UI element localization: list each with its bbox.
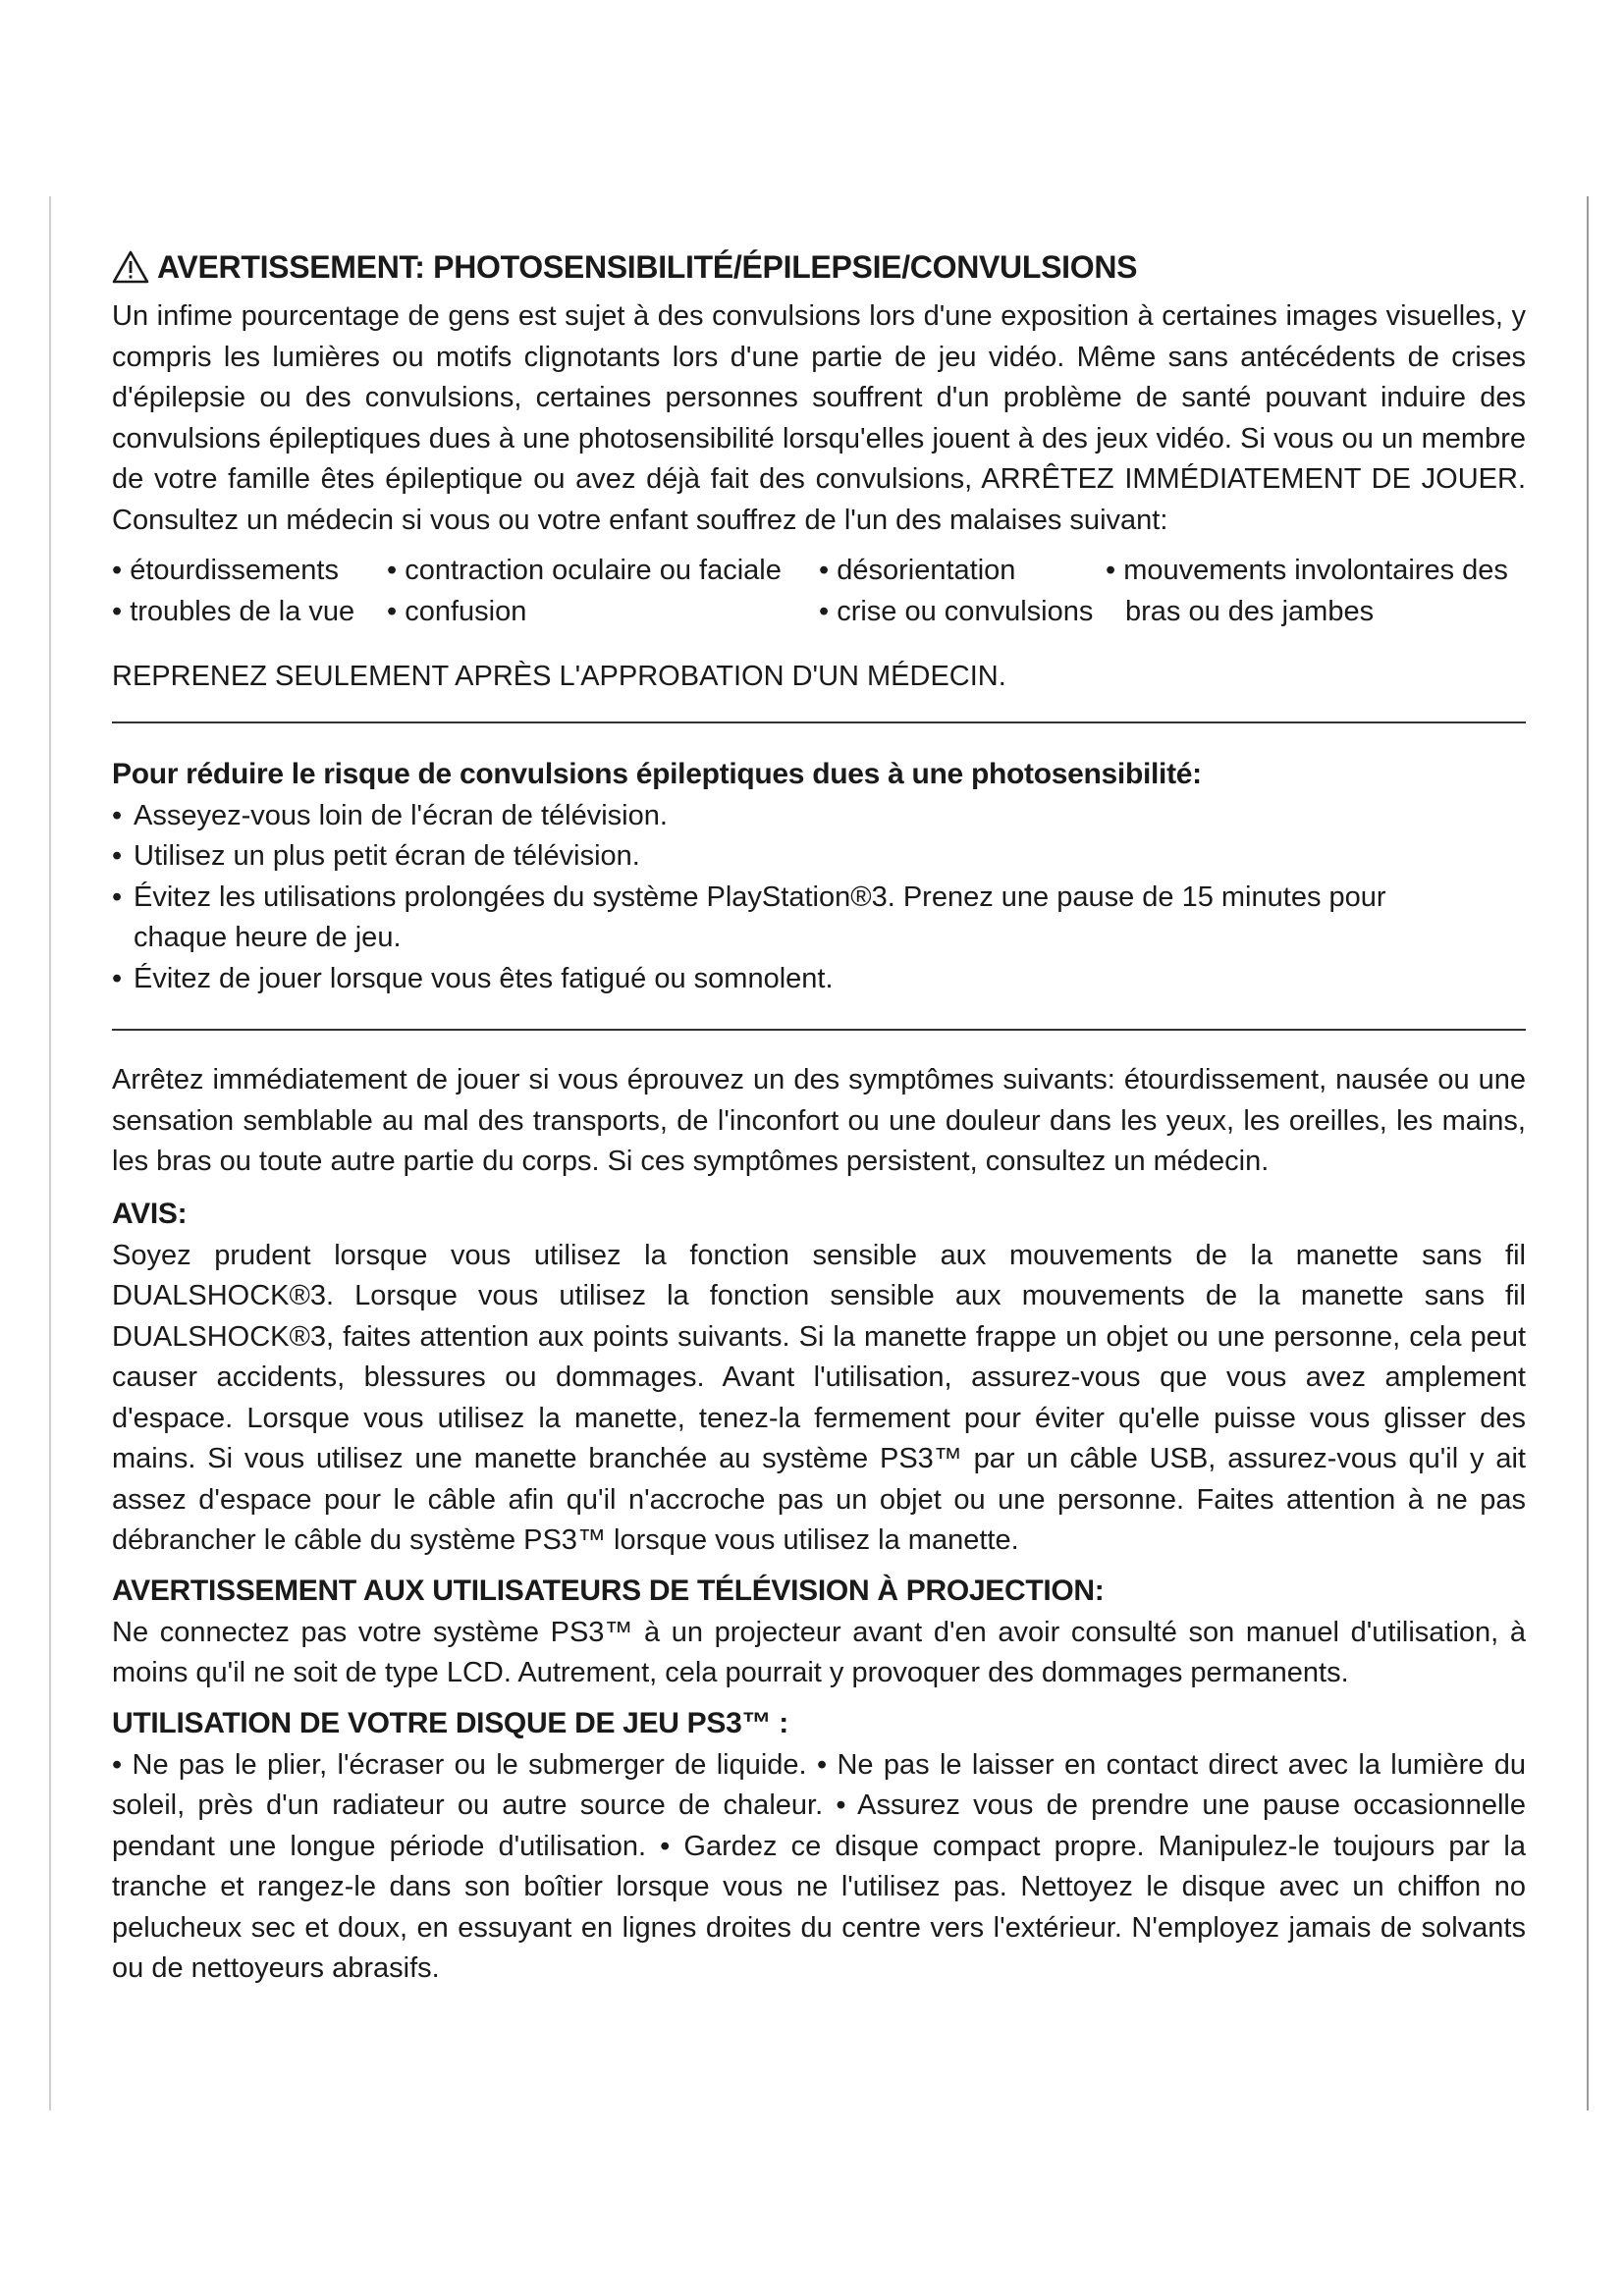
- symptom-item: • mouvements involontaires des: [1106, 555, 1508, 586]
- right-margin-rule: [1587, 196, 1589, 2110]
- stop-playing-paragraph: Arrêtez immédiatement de jouer si vous éprouvez un des symptômes suivants: étourdissement, nausée ou une sensation semblable au mal des transports, de l'inconfort ou une douleur dans les yeux, les oreilles, les mains, les bras ou toute autre partie du corps. Si ces symptômes persistent, consultez un médecin.: [112, 1064, 1526, 1177]
- resume-note: REPRENEZ SEULEMENT APRÈS L'APPROBATION D'UN MÉDECIN.: [112, 661, 1006, 692]
- left-margin-rule: [49, 196, 51, 2110]
- symptom-item: • contraction oculaire ou faciale: [387, 555, 782, 586]
- section-divider: [112, 1029, 1526, 1031]
- list-item: • Utilisez un plus petit écran de télévision.: [112, 836, 1526, 878]
- warning-triangle-icon: [112, 250, 149, 284]
- symptom-item: • désorientation: [819, 555, 1016, 586]
- notice-heading: AVIS:: [112, 1197, 188, 1230]
- list-item: • Asseyez-vous loin de l'écran de télévision.: [112, 796, 1526, 837]
- list-item: • Évitez les utilisations prolongées du système PlayStation®3. Prenez une pause de 15 minutes pour chaque heure de jeu.: [112, 878, 1410, 959]
- symptom-item: • confusion: [387, 596, 527, 627]
- symptom-item: • crise ou convulsions: [819, 596, 1094, 627]
- projection-text: Ne connectez pas votre système PS3™ à un projecteur avant d'en avoir consulté son manuel d'utilisation, à moins qu'il ne soit de type LCD. Autrement, cela pourrait y provoquer des dommages permanents.: [112, 1616, 1526, 1688]
- reduce-risk-heading: Pour réduire le risque de convulsions épileptiques dues à une photosensibilité:: [112, 757, 1202, 790]
- document-body: [112, 245, 1526, 1990]
- disc-heading: UTILISATION DE VOTRE DISQUE DE JEU PS3™ :: [112, 1706, 788, 1739]
- warning-heading: [112, 245, 1526, 289]
- list-item: • Évitez de jouer lorsque vous êtes fatigué ou somnolent.: [112, 959, 1526, 1000]
- projection-heading: AVERTISSEMENT AUX UTILISATEURS DE TÉLÉVISION À PROJECTION:: [112, 1574, 1105, 1607]
- notice-text: Soyez prudent lorsque vous utilisez la fonction sensible aux mouvements de la manette sans fil DUALSHOCK®3. Lorsque vous utilisez la fonction sensible aux mouvements de la manette sans fil DUALSHOCK®3, faites attention aux points suivants. Si la manette frappe un objet ou une personne, cela peut causer accidents, blessures ou dommages. Avant l'utilisation, assurez-vous que vous avez amplement d'espace. Lorsque vous utilisez la manette, tenez-la fermement pour éviter qu'elle puisse vous glisser des mains. Si vous utilisez une manette branchée au système PS3™ par un câble USB, assurez-vous qu'il y ait assez d'espace pour le câble afin qu'il n'accroche pas un objet ou une personne. Faites attention à ne pas débrancher le câble du système PS3™ lorsque vous utilisez la manette.: [112, 1239, 1526, 1556]
- symptom-item: • troubles de la vue: [112, 596, 355, 627]
- reduce-risk-list: [112, 796, 1526, 1000]
- warning-title: AVERTISSEMENT: PHOTOSENSIBILITÉ/ÉPILEPSIE/CONVULSIONS: [157, 249, 1138, 285]
- section-divider: [112, 721, 1526, 723]
- symptom-item: bras ou des jambes: [1125, 596, 1375, 627]
- symptoms-list: [112, 551, 1526, 633]
- symptom-item: • étourdissements: [112, 555, 339, 586]
- disc-text: • Ne pas le plier, l'écraser ou le submerger de liquide. • Ne pas le laisser en contact direct avec la lumière du soleil, près d'un radiateur ou autre source de chaleur. • Assurez vous de prendre une pause occasionnelle pendant une longue période d'utilisation. • Gardez ce disque compact propre. Manipulez-le toujours par la tranche et rangez-le dans son boîtier lorsque vous ne l'utilisez pas. Nettoyez le disque avec un chiffon no pelucheux sec et doux, en essuyant en lignes droites du centre vers l'extérieur. N'employez jamais de solvants ou de nettoyeurs abrasifs.: [112, 1748, 1526, 1984]
- warning-intro: Un infime pourcentage de gens est sujet à des convulsions lors d'une exposition à certaines images visuelles, y compris les lumières ou motifs clignotants lors d'une partie de jeu vidéo. Même sans antécédents de crises d'épilepsie ou des convulsions, certaines personnes souffrent d'un problème de santé pouvant induire des convulsions épileptiques dues à une photosensibilité lorsqu'elles jouent à des jeux vidéo. Si vous ou un membre de votre famille êtes épileptique ou avez déjà fait des convulsions, ARRÊTEZ IMMÉDIATEMENT DE JOUER. Consultez un médecin si vous ou votre enfant souffrez de l'un des malaises suivant:: [112, 300, 1526, 536]
